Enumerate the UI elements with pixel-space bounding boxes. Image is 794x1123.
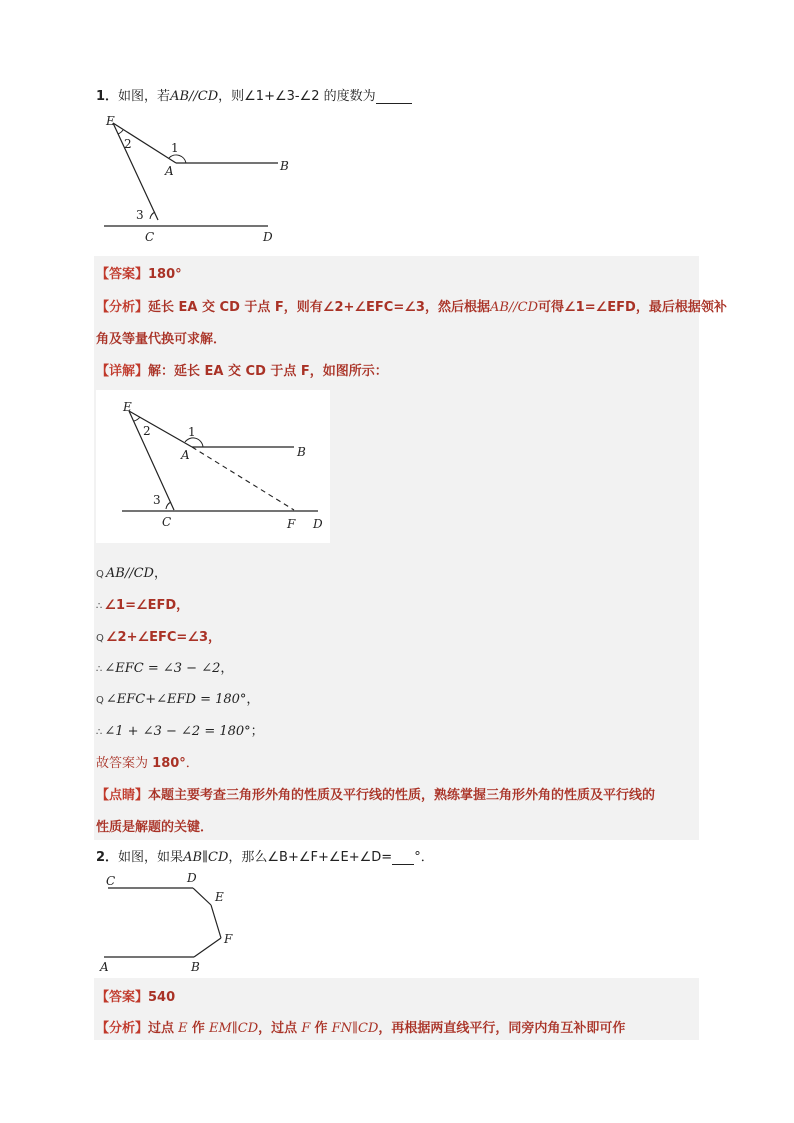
q1-answer-blank: [376, 90, 412, 104]
q1-analysis-line2: 角及等量代换可求解．: [96, 332, 227, 347]
q1-step-5: Q ∠EFC+∠EFD = 180°，: [96, 692, 260, 707]
fig1-label-2: 2: [124, 137, 132, 151]
fig1-label-1: 1: [171, 141, 179, 155]
q1-step-2: ∴ ∠1=∠EFD，: [96, 598, 190, 613]
fig1-label-c: C: [145, 230, 155, 244]
fig2-label-1: 1: [188, 425, 196, 439]
q1-number: 1．: [96, 89, 119, 104]
q1-figure: [96, 108, 316, 248]
q2-answer-blank: [392, 851, 414, 865]
q2-answer: 【答案】540: [96, 990, 176, 1005]
q1-answer: 【答案】180°: [96, 267, 182, 282]
q1-step-3: Q ∠2+∠EFC=∠3，: [96, 630, 222, 645]
q1-final-answer: 故答案为 180°．: [96, 756, 199, 771]
q1-step-4: ∴ ∠EFC = ∠3 − ∠2，: [96, 661, 234, 676]
fig2-label-a: A: [181, 448, 190, 462]
q2-analysis: 【分析】过点 E 作 EM∥CD，过点 F 作 FN∥CD，再根据两直线平行，同旁内角互补即可作: [96, 1021, 626, 1036]
fig3-label-a: A: [100, 960, 109, 974]
fig3-label-d: D: [187, 871, 197, 885]
fig2-label-f: F: [287, 517, 296, 531]
q2-stem: 2．如图，如果AB∥CD，那么∠B+∠F+∠E+∠D= °．: [96, 850, 434, 865]
q2-figure: [96, 868, 256, 978]
fig1-label-a: A: [165, 164, 174, 178]
fig1-label-d: D: [263, 230, 273, 244]
fig2-label-d: D: [313, 517, 323, 531]
fig3-label-f: F: [224, 932, 233, 946]
q1-comment-line2: 性质是解题的关键．: [96, 820, 214, 835]
fig1-label-3: 3: [136, 208, 144, 222]
fig2-label-3: 3: [153, 493, 161, 507]
q1-detail: 【详解】解：延长 EA 交 CD 于点 F，如图所示：: [96, 364, 388, 379]
fig2-label-e: E: [123, 400, 132, 414]
q1-step-1: Q AB//CD，: [96, 566, 167, 581]
q1-stem: 1．如图，若AB//CD，则∠1+∠3-∠2 的度数为: [96, 85, 412, 104]
fig3-label-b: B: [191, 960, 200, 974]
fig3-label-c: C: [106, 874, 116, 888]
q1-analysis-line1: 【分析】延长 EA 交 CD 于点 F，则有∠2+∠EFC=∠3，然后根据AB//CD可得∠1=∠EFD，最后根据领补: [96, 300, 727, 315]
fig2-label-c: C: [162, 515, 172, 529]
q2-number: 2．: [96, 850, 119, 865]
fig3-label-e: E: [215, 890, 224, 904]
fig2-label-b: B: [297, 445, 306, 459]
fig1-label-b: B: [280, 159, 289, 173]
q1-step-6: ∴ ∠1 + ∠3 − ∠2 = 180°；: [96, 724, 264, 739]
fig1-label-e: E: [106, 114, 115, 128]
q1-detail-figure: [96, 390, 330, 543]
q1-comment-line1: 【点睛】本题主要考查三角形外角的性质及平行线的性质，熟练掌握三角形外角的性质及平行线的: [96, 788, 656, 803]
fig2-label-2: 2: [143, 424, 151, 438]
